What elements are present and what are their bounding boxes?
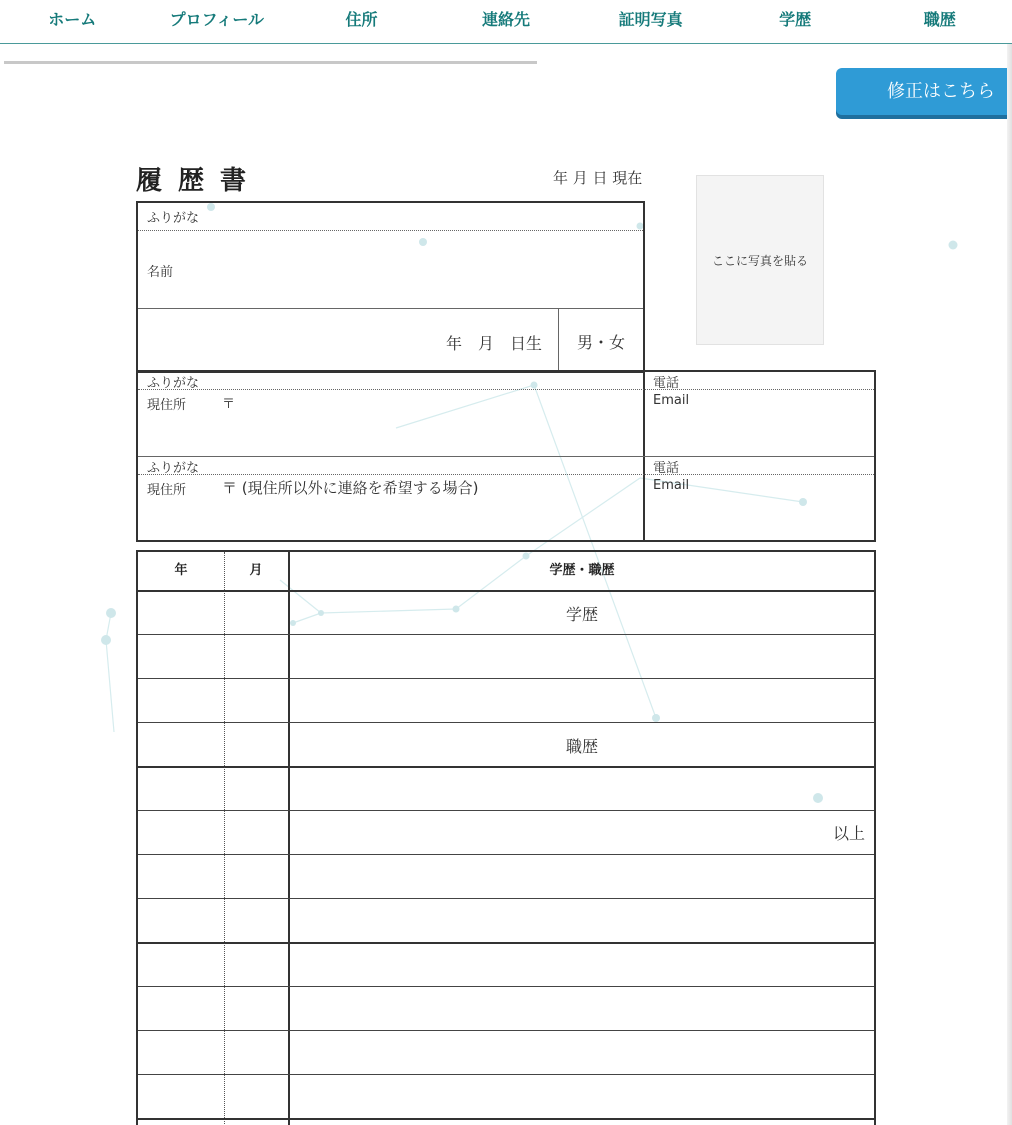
divider [558, 308, 559, 371]
nav-contact[interactable]: 連絡先 [482, 10, 531, 29]
nav-home[interactable]: ホーム [48, 10, 97, 29]
name-furigana-label: ふりがな [147, 211, 200, 226]
divider [138, 389, 874, 390]
divider [138, 308, 643, 309]
address1-phone-label: 電話 [653, 376, 680, 391]
progress-bar [4, 61, 537, 64]
table-row [138, 854, 874, 855]
divider [138, 474, 874, 475]
name-label: 名前 [147, 265, 174, 280]
divider [138, 456, 874, 457]
address1-postal: 〒 [222, 397, 236, 412]
address1-email-label: Email [653, 393, 690, 408]
photo-label: ここに写真を貼る [711, 253, 808, 268]
column-divider [224, 552, 225, 1125]
divider [138, 230, 643, 231]
table-row [138, 634, 874, 635]
gender-label: 男・女 [577, 333, 626, 352]
address1-label: 現住所 [147, 398, 187, 413]
scrollbar[interactable] [1007, 44, 1012, 1125]
address2-label: 現住所 [147, 483, 187, 498]
table-row [138, 942, 874, 944]
table-row [138, 678, 874, 679]
table-row [138, 810, 874, 811]
resume-title: 履歴書 [136, 166, 263, 196]
photo-placeholder[interactable] [696, 175, 824, 345]
nav-profile[interactable]: プロフィール [169, 10, 265, 29]
address2-furigana-label: ふりがな [147, 461, 200, 476]
edit-button[interactable]: 修正はこちら [836, 68, 1012, 115]
table-row [138, 1030, 874, 1031]
history-header-month: 月 [249, 563, 263, 578]
table-row [138, 722, 874, 723]
nav-education[interactable]: 学歴 [779, 10, 812, 29]
table-row [138, 1074, 874, 1075]
address2-email-label: Email [653, 478, 690, 493]
top-navigation [0, 0, 1012, 44]
column-divider [288, 552, 290, 1125]
birth-date-label: 年 月 日生 [446, 334, 543, 353]
table-row [138, 986, 874, 987]
nav-photo[interactable]: 証明写真 [618, 10, 683, 29]
history-header-content: 学歴・職歴 [549, 563, 615, 578]
education-heading: 学歴 [566, 605, 599, 624]
address1-furigana-label: ふりがな [147, 376, 200, 391]
nav-address[interactable]: 住所 [345, 10, 378, 29]
history-header-year: 年 [174, 563, 188, 578]
table-row [138, 1118, 874, 1120]
table-row [138, 898, 874, 899]
work-heading: 職歴 [566, 737, 599, 756]
resume-date: 年 月 日 現在 [553, 169, 643, 187]
nav-work-history[interactable]: 職歴 [923, 10, 956, 29]
name-section [136, 201, 645, 373]
address2-postal: 〒 (現住所以外に連絡を希望する場合) [222, 479, 479, 497]
end-marker: 以上 [833, 824, 866, 843]
table-row [138, 590, 874, 592]
table-row [138, 766, 874, 768]
history-table [136, 550, 876, 1125]
address2-phone-label: 電話 [653, 461, 680, 476]
